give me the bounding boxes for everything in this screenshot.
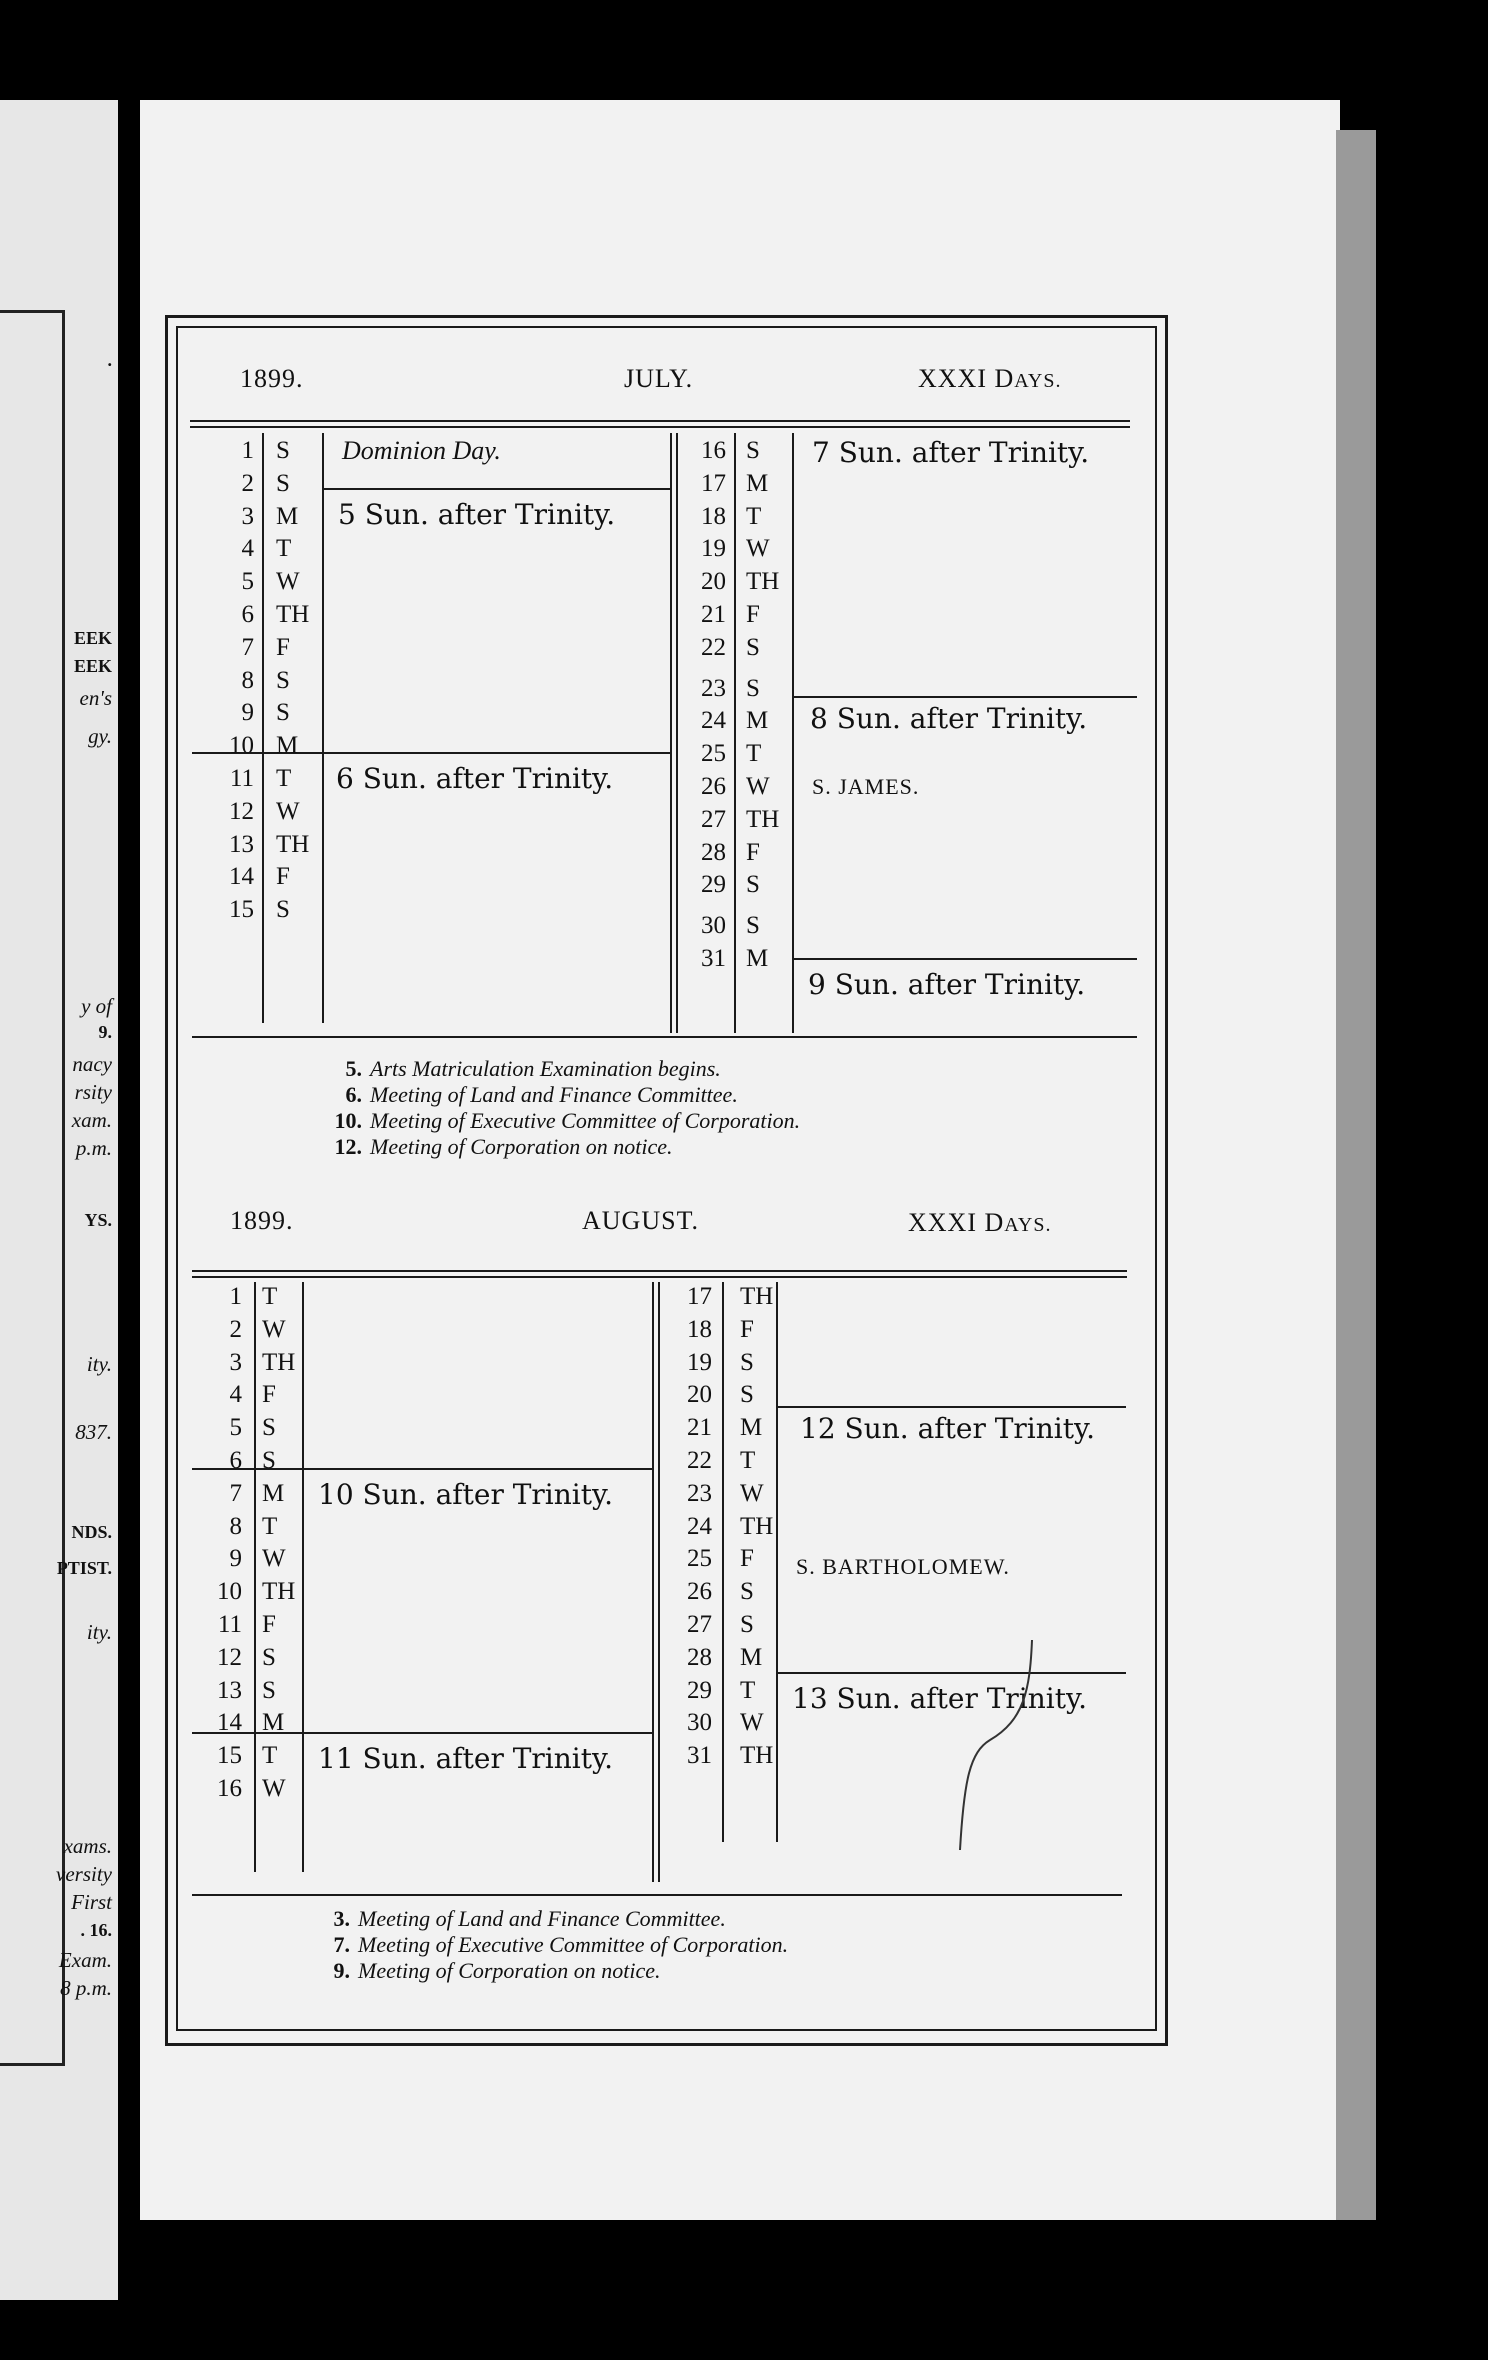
note-8-sun-after-trinity: 8 Sun. after Trinity. — [810, 702, 1088, 735]
august-day-number: 5 — [229, 1414, 242, 1442]
july-day-of-week: S — [276, 469, 290, 497]
july-day-of-week: S — [746, 437, 760, 464]
july-day-number: 19 — [701, 535, 726, 563]
august-day-of-week: W — [262, 1315, 286, 1343]
august-day-number: 26 — [687, 1578, 712, 1606]
august-day-number: 8 — [229, 1512, 242, 1540]
note-5-sun-after-trinity: 5 Sun. after Trinity. — [338, 498, 616, 531]
august-week-rule — [776, 1406, 1126, 1408]
august-footnote-text: Meeting of Corporation on notice. — [358, 1958, 661, 1983]
july-center-divider — [670, 433, 678, 1033]
august-day-of-week: F — [740, 1545, 754, 1573]
july-day-number: 14 — [229, 863, 254, 891]
facing-page-fragment: nacy — [72, 1052, 112, 1076]
july-day-of-week: M — [276, 502, 299, 530]
august-day-number: 10 — [217, 1578, 242, 1606]
july-day-of-week: S — [276, 666, 290, 694]
facing-page-fragment: . 16. — [80, 1920, 112, 1940]
july-days-count — [918, 364, 1061, 394]
july-day-of-week: TH — [746, 805, 780, 833]
july-day-of-week: TH — [746, 568, 780, 596]
facing-page-fragment: rsity — [74, 1080, 112, 1104]
august-day-of-week: S — [262, 1643, 276, 1671]
august-footnote-number: 7. — [333, 1932, 350, 1957]
july-day-number: 5 — [241, 568, 254, 596]
july-footnote-text: Meeting of Corporation on notice. — [370, 1134, 673, 1159]
august-week-rule — [192, 1732, 652, 1734]
august-day-of-week: M — [740, 1643, 763, 1671]
august-footnote-text: Meeting of Land and Finance Committee. — [358, 1906, 726, 1931]
august-day-number: 16 — [217, 1775, 242, 1802]
facing-page-fragment: en's — [79, 686, 112, 710]
july-day-number: 15 — [229, 896, 254, 924]
july-day-of-week: T — [746, 740, 762, 768]
note-10-sun-after-trinity: 10 Sun. after Trinity. — [318, 1478, 613, 1511]
august-day-of-week: TH — [740, 1512, 774, 1540]
facing-page-fragment: gy. — [88, 724, 112, 748]
august-day-of-week: TH — [740, 1742, 774, 1770]
august-day-number: 17 — [687, 1283, 712, 1310]
facing-page-fragment: ity. — [86, 1620, 112, 1644]
august-day-of-week: T — [740, 1447, 756, 1474]
july-right-dow-divider — [792, 433, 794, 1033]
august-day-of-week: M — [740, 1414, 763, 1442]
july-day-number: 20 — [701, 568, 726, 596]
august-footnote — [316, 1932, 788, 1958]
july-day-of-week: F — [746, 601, 760, 628]
july-day-number: 29 — [701, 871, 726, 899]
august-day-number: 19 — [687, 1348, 712, 1376]
facing-page-fragment: EEK — [73, 628, 112, 648]
august-day-of-week: F — [262, 1611, 276, 1638]
august-day-of-week: TH — [740, 1283, 774, 1310]
august-day-number: 14 — [217, 1709, 242, 1737]
facing-page-fragment: First — [71, 1890, 112, 1914]
note-s-james: S. JAMES. — [812, 774, 920, 799]
facing-page-fragment: y of — [81, 994, 112, 1018]
pencil-mark — [920, 1630, 1040, 1860]
july-day-number: 27 — [701, 805, 726, 833]
facing-page-fragment: NDS. — [71, 1522, 112, 1542]
august-day-of-week: W — [740, 1709, 764, 1737]
august-day-of-week: T — [740, 1676, 756, 1704]
july-day-number: 17 — [701, 469, 726, 497]
note-9-sun-after-trinity: 9 Sun. after Trinity. — [808, 968, 1086, 1001]
august-center-divider — [652, 1282, 660, 1882]
facing-page-fragment: EEK — [73, 656, 112, 676]
august-day-number: 21 — [687, 1414, 712, 1442]
july-footnote-number: 10. — [334, 1108, 362, 1133]
august-day-of-week: T — [262, 1283, 278, 1310]
august-day-number: 3 — [229, 1348, 242, 1376]
facing-page-fragment: Exam. — [58, 1948, 112, 1972]
july-week-rule — [792, 958, 1137, 960]
july-days-count-a: XXXI D — [918, 364, 1015, 393]
july-week-rule — [192, 752, 670, 754]
august-footnote-number: 9. — [333, 1958, 350, 1983]
july-day-number: 28 — [701, 838, 726, 866]
facing-page-fragment: xam. — [71, 1108, 112, 1132]
july-day-of-week: F — [276, 863, 290, 891]
july-day-of-week: W — [746, 773, 770, 800]
july-day-number: 4 — [241, 535, 254, 563]
august-day-of-week: S — [262, 1414, 276, 1442]
july-day-number: 11 — [229, 765, 254, 792]
august-days-count-a: XXXI D — [908, 1208, 1005, 1237]
august-year: 1899. — [230, 1206, 294, 1235]
august-day-of-week: T — [262, 1742, 278, 1770]
note-13-sun-after-trinity: 13 Sun. after Trinity. — [792, 1682, 1087, 1715]
august-day-number: 18 — [687, 1315, 712, 1343]
august-day-number: 4 — [229, 1381, 242, 1409]
august-day-of-week: S — [262, 1676, 276, 1704]
july-day-number: 24 — [701, 707, 726, 735]
july-day-of-week: M — [276, 732, 299, 760]
july-day-of-week: S — [746, 633, 760, 661]
august-days-count-b: AYS. — [1004, 1214, 1052, 1236]
july-days-count-b: AYS. — [1014, 370, 1062, 392]
july-day-of-week: S — [746, 674, 760, 702]
august-day-number: 30 — [687, 1709, 712, 1737]
august-day-of-week: M — [262, 1479, 285, 1507]
july-day-number: 18 — [701, 502, 726, 530]
july-day-of-week: F — [276, 633, 290, 661]
july-day-of-week: T — [276, 535, 292, 563]
facing-page-fragment: versity — [56, 1862, 112, 1886]
august-right-num-divider — [722, 1282, 724, 1842]
book-spine-edge — [1336, 130, 1376, 2220]
august-footnote-number: 3. — [333, 1906, 350, 1931]
facing-page-fragment: 9. — [98, 1022, 112, 1042]
august-left-num-divider — [254, 1282, 256, 1872]
july-day-of-week: S — [746, 871, 760, 899]
facing-page — [0, 100, 118, 2300]
july-day-of-week: W — [276, 797, 300, 825]
august-day-number: 1 — [229, 1283, 242, 1310]
august-day-of-week: S — [262, 1447, 276, 1474]
august-day-of-week: F — [740, 1315, 754, 1343]
august-day-of-week: S — [740, 1348, 754, 1376]
july-header-rule — [190, 420, 1130, 428]
july-day-of-week: W — [276, 568, 300, 596]
july-day-number: 25 — [701, 740, 726, 768]
july-day-number: 1 — [241, 437, 254, 464]
july-day-of-week: W — [746, 535, 770, 563]
july-day-of-week: F — [746, 838, 760, 866]
july-footnote-number: 5. — [345, 1056, 362, 1081]
note-11-sun-after-trinity: 11 Sun. after Trinity. — [318, 1742, 613, 1775]
august-day-number: 29 — [687, 1676, 712, 1704]
july-day-number: 30 — [701, 912, 726, 940]
august-month-title: AUGUST. — [582, 1206, 700, 1235]
facing-page-fragment: YS. — [84, 1210, 112, 1230]
july-day-of-week: S — [276, 896, 290, 924]
july-day-of-week: T — [276, 765, 292, 792]
august-day-of-week: W — [740, 1479, 764, 1507]
august-day-of-week: S — [740, 1578, 754, 1606]
july-day-number: 22 — [701, 633, 726, 661]
july-day-number: 10 — [229, 732, 254, 760]
july-footnote — [328, 1056, 721, 1082]
august-day-number: 13 — [217, 1676, 242, 1704]
july-day-number: 31 — [701, 945, 726, 972]
july-day-of-week: T — [746, 502, 762, 530]
july-day-of-week: M — [746, 707, 769, 735]
august-day-of-week: S — [740, 1381, 754, 1409]
july-footnote — [328, 1134, 672, 1160]
august-days-count — [908, 1208, 1051, 1238]
august-day-of-week: TH — [262, 1578, 296, 1606]
july-day-number: 21 — [701, 601, 726, 628]
july-day-number: 16 — [701, 437, 726, 464]
july-footnote-text: Arts Matriculation Examination begins. — [370, 1056, 721, 1081]
august-day-number: 15 — [217, 1742, 242, 1770]
july-day-number: 9 — [241, 699, 254, 727]
august-day-number: 11 — [217, 1611, 242, 1638]
july-month-title: JULY. — [624, 364, 694, 393]
august-left-dow-divider — [302, 1282, 304, 1872]
july-day-of-week: TH — [276, 830, 310, 858]
august-day-of-week: W — [262, 1545, 286, 1573]
note-12-sun-after-trinity: 12 Sun. after Trinity. — [800, 1412, 1095, 1445]
july-right-num-divider — [734, 433, 736, 1033]
facing-page-frame — [0, 310, 65, 2066]
july-day-number: 8 — [241, 666, 254, 694]
july-footnote — [328, 1108, 800, 1134]
august-week-rule — [192, 1468, 652, 1470]
july-week-rule — [792, 696, 1137, 698]
july-day-number: 26 — [701, 773, 726, 800]
august-day-number: 23 — [687, 1479, 712, 1507]
july-day-number: 3 — [241, 502, 254, 530]
facing-page-fragment: . — [107, 350, 112, 370]
august-day-of-week: TH — [262, 1348, 296, 1376]
july-day-number: 7 — [241, 633, 254, 661]
august-day-number: 12 — [217, 1643, 242, 1671]
august-day-of-week: F — [262, 1381, 276, 1409]
july-day-of-week: S — [276, 437, 290, 464]
july-year: 1899. — [240, 364, 304, 393]
facing-page-fragment: 837. — [75, 1420, 112, 1444]
facing-page-fragment: xams. — [63, 1834, 112, 1858]
note-s-bartholomew: S. BARTHOLOMEW. — [796, 1554, 1010, 1579]
august-day-number: 31 — [687, 1742, 712, 1770]
august-day-number: 27 — [687, 1611, 712, 1638]
august-day-number: 22 — [687, 1447, 712, 1474]
august-day-number: 25 — [687, 1545, 712, 1573]
july-footnote-text: Meeting of Land and Finance Committee. — [370, 1082, 738, 1107]
august-day-of-week: W — [262, 1775, 286, 1802]
july-day-of-week: M — [746, 469, 769, 497]
july-footnote — [328, 1082, 738, 1108]
august-footnote-rule — [192, 1894, 1122, 1896]
july-footnote-number: 6. — [345, 1082, 362, 1107]
july-left-num-divider — [262, 433, 264, 1023]
july-day-number: 23 — [701, 674, 726, 702]
july-day-of-week: S — [746, 912, 760, 940]
july-day-number: 12 — [229, 797, 254, 825]
july-footnote-rule — [192, 1036, 1137, 1038]
july-day-of-week: S — [276, 699, 290, 727]
august-footnote — [316, 1958, 660, 1984]
august-day-number: 2 — [229, 1315, 242, 1343]
august-day-number: 9 — [229, 1545, 242, 1573]
july-day-number: 6 — [241, 601, 254, 628]
facing-page-fragment: 8 p.m. — [60, 1976, 112, 2000]
august-day-number: 20 — [687, 1381, 712, 1409]
august-day-of-week: S — [740, 1611, 754, 1638]
august-footnote-text: Meeting of Executive Committee of Corporation. — [358, 1932, 789, 1957]
august-day-of-week: M — [262, 1709, 285, 1737]
july-left-dow-divider — [322, 433, 324, 1023]
august-footnote — [316, 1906, 726, 1932]
note-7-sun-after-trinity: 7 Sun. after Trinity. — [812, 436, 1090, 469]
august-day-number: 28 — [687, 1643, 712, 1671]
august-day-number: 24 — [687, 1512, 712, 1540]
july-week-rule — [322, 488, 670, 490]
august-day-number: 6 — [229, 1447, 242, 1474]
facing-page-fragment: PTIST. — [56, 1558, 112, 1578]
august-header-rule — [192, 1270, 1127, 1278]
july-day-of-week: M — [746, 945, 769, 972]
facing-page-fragment: p.m. — [75, 1136, 112, 1160]
july-day-number: 2 — [241, 469, 254, 497]
july-day-of-week: TH — [276, 601, 310, 628]
july-day-number: 13 — [229, 830, 254, 858]
facing-page-fragment: ity. — [86, 1352, 112, 1376]
july-footnote-text: Meeting of Executive Committee of Corporation. — [370, 1108, 801, 1133]
august-day-number: 7 — [229, 1479, 242, 1507]
note-6-sun-after-trinity: 6 Sun. after Trinity. — [336, 762, 614, 795]
august-day-of-week: T — [262, 1512, 278, 1540]
note-dominion-day: Dominion Day. — [342, 436, 501, 465]
july-footnote-number: 12. — [334, 1134, 362, 1159]
